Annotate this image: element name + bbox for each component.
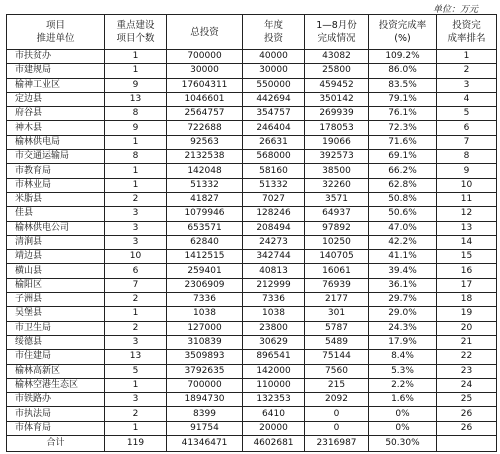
- project-count-cell: 1: [105, 164, 167, 178]
- unit-name-cell: 榆神工业区: [7, 78, 105, 92]
- table-row: [7, 307, 497, 321]
- project-count-cell: 9: [105, 121, 167, 135]
- table-row: [7, 150, 497, 164]
- header-annual-investment: 年度 投资: [243, 15, 305, 50]
- completion-cell: 38500: [305, 164, 369, 178]
- project-count-cell: 1: [105, 135, 167, 149]
- project-count-cell: 7: [105, 278, 167, 292]
- project-count-cell: 5: [105, 364, 167, 378]
- annual-investment-cell: 354757: [243, 107, 305, 121]
- unit-name-cell: 榆林空港生态区: [7, 378, 105, 392]
- completion-cell: 19066: [305, 135, 369, 149]
- table-row: [7, 207, 497, 221]
- project-count-cell: 3: [105, 221, 167, 235]
- project-count-cell: 8: [105, 107, 167, 121]
- rank-cell: 20: [437, 321, 497, 335]
- table-row: [7, 364, 497, 378]
- table-row: [7, 64, 497, 78]
- unit-name-cell: 市体育局: [7, 421, 105, 435]
- completion-rate-cell: 36.1%: [369, 278, 437, 292]
- completion-rate-cell: 24.3%: [369, 321, 437, 335]
- table-row: [7, 250, 497, 264]
- completion-cell: 76939: [305, 278, 369, 292]
- total-investment-cell: 8399: [167, 407, 243, 421]
- rank-cell: 25: [437, 393, 497, 407]
- rank-cell: 8: [437, 150, 497, 164]
- annual-investment-cell: 1038: [243, 307, 305, 321]
- total-investment-cell: 1038: [167, 307, 243, 321]
- annual-investment-cell: 26631: [243, 135, 305, 149]
- project-count-cell: 1: [105, 307, 167, 321]
- annual-investment-cell: 24273: [243, 235, 305, 249]
- unit-name-cell: 榆阳区: [7, 278, 105, 292]
- annual-investment-cell: 6410: [243, 407, 305, 421]
- project-count-cell: 2: [105, 293, 167, 307]
- total-investment-cell: 2564757: [167, 107, 243, 121]
- total-investment-cell: 7336: [167, 293, 243, 307]
- unit-name-cell: 榆林供电公司: [7, 221, 105, 235]
- unit-name-cell: 横山县: [7, 264, 105, 278]
- project-count-cell: 1: [105, 178, 167, 192]
- completion-cell: 75144: [305, 350, 369, 364]
- completion-cell: 10250: [305, 235, 369, 249]
- project-count-cell: 3: [105, 235, 167, 249]
- rank-cell: 17: [437, 278, 497, 292]
- total-completion-cell: 2316987: [305, 436, 369, 452]
- rank-cell: 21: [437, 335, 497, 349]
- rank-cell: 13: [437, 221, 497, 235]
- completion-rate-cell: 47.0%: [369, 221, 437, 235]
- annual-investment-cell: 442694: [243, 92, 305, 106]
- unit-note: 单位：万元: [432, 5, 478, 15]
- unit-name-cell: 佳县: [7, 207, 105, 221]
- rank-cell: 2: [437, 64, 497, 78]
- completion-cell: 178053: [305, 121, 369, 135]
- project-count-cell: 6: [105, 264, 167, 278]
- unit-name-cell: 榆林高新区: [7, 364, 105, 378]
- unit-name-cell: 市住建局: [7, 350, 105, 364]
- header-total-investment: 总投资: [167, 15, 243, 50]
- unit-name-cell: 神木县: [7, 121, 105, 135]
- completion-cell: 459452: [305, 78, 369, 92]
- annual-investment-cell: 20000: [243, 421, 305, 435]
- table-row: [7, 107, 497, 121]
- completion-rate-cell: 1.6%: [369, 393, 437, 407]
- table-row: [7, 192, 497, 206]
- annual-investment-cell: 128246: [243, 207, 305, 221]
- completion-cell: 2177: [305, 293, 369, 307]
- completion-cell: 2092: [305, 393, 369, 407]
- unit-name-cell: 米脂县: [7, 192, 105, 206]
- table-row: [7, 78, 497, 92]
- annual-investment-cell: 110000: [243, 378, 305, 392]
- header-completion: 1—8月份 完成情况: [305, 15, 369, 50]
- total-total-investment-cell: 41346471: [167, 436, 243, 452]
- unit-name-cell: 市交通运输局: [7, 150, 105, 164]
- rank-cell: 26: [437, 421, 497, 435]
- completion-cell: 43082: [305, 50, 369, 64]
- total-investment-cell: 142048: [167, 164, 243, 178]
- completion-rate-cell: 29.0%: [369, 307, 437, 321]
- project-count-cell: 1: [105, 50, 167, 64]
- project-count-cell: 13: [105, 92, 167, 106]
- annual-investment-cell: 550000: [243, 78, 305, 92]
- annual-investment-cell: 51332: [243, 178, 305, 192]
- table-row: [7, 335, 497, 349]
- project-count-cell: 9: [105, 78, 167, 92]
- investment-table: [6, 14, 497, 452]
- total-row: [7, 436, 497, 452]
- rank-cell: 19: [437, 307, 497, 321]
- completion-rate-cell: 17.9%: [369, 335, 437, 349]
- total-investment-cell: 2132538: [167, 150, 243, 164]
- completion-cell: 215: [305, 378, 369, 392]
- completion-rate-cell: 0%: [369, 421, 437, 435]
- project-count-cell: 1: [105, 64, 167, 78]
- rank-cell: 15: [437, 250, 497, 264]
- unit-name-cell: 市执法局: [7, 407, 105, 421]
- completion-cell: 64937: [305, 207, 369, 221]
- table-row: [7, 293, 497, 307]
- annual-investment-cell: 568000: [243, 150, 305, 164]
- rank-cell: 5: [437, 107, 497, 121]
- total-investment-cell: 1894730: [167, 393, 243, 407]
- completion-cell: 5489: [305, 335, 369, 349]
- rank-cell: 18: [437, 293, 497, 307]
- completion-rate-cell: 69.1%: [369, 150, 437, 164]
- completion-cell: 0: [305, 421, 369, 435]
- rank-cell: 16: [437, 264, 497, 278]
- unit-name-cell: 府谷县: [7, 107, 105, 121]
- completion-rate-cell: 41.1%: [369, 250, 437, 264]
- total-investment-cell: 91754: [167, 421, 243, 435]
- unit-name-cell: 子洲县: [7, 293, 105, 307]
- annual-investment-cell: 142000: [243, 364, 305, 378]
- annual-investment-cell: 40000: [243, 50, 305, 64]
- completion-rate-cell: 76.1%: [369, 107, 437, 121]
- unit-name-cell: 市卫生局: [7, 321, 105, 335]
- table-row: [7, 164, 497, 178]
- table-row: [7, 378, 497, 392]
- table-row: [7, 421, 497, 435]
- unit-name-cell: 吴堡县: [7, 307, 105, 321]
- rank-cell: 23: [437, 364, 497, 378]
- total-unit-name-cell: 合计: [7, 436, 105, 452]
- project-count-cell: 1: [105, 378, 167, 392]
- table-row: [7, 350, 497, 364]
- rank-cell: 4: [437, 92, 497, 106]
- completion-rate-cell: 66.2%: [369, 164, 437, 178]
- table-row: [7, 178, 497, 192]
- table-row: [7, 264, 497, 278]
- total-investment-cell: 310839: [167, 335, 243, 349]
- completion-rate-cell: 50.6%: [369, 207, 437, 221]
- table-row: [7, 393, 497, 407]
- total-investment-cell: 51332: [167, 178, 243, 192]
- header-project-count: 重点建设 项目个数: [105, 15, 167, 50]
- total-investment-cell: 722688: [167, 121, 243, 135]
- annual-investment-cell: 58160: [243, 164, 305, 178]
- annual-investment-cell: 23800: [243, 321, 305, 335]
- completion-cell: 3571: [305, 192, 369, 206]
- completion-cell: 269939: [305, 107, 369, 121]
- completion-rate-cell: 2.2%: [369, 378, 437, 392]
- rank-cell: 12: [437, 207, 497, 221]
- project-count-cell: 1: [105, 421, 167, 435]
- completion-cell: 5787: [305, 321, 369, 335]
- rank-cell: 14: [437, 235, 497, 249]
- rank-cell: 26: [437, 407, 497, 421]
- rank-cell: 22: [437, 350, 497, 364]
- total-investment-cell: 2306909: [167, 278, 243, 292]
- completion-rate-cell: 50.8%: [369, 192, 437, 206]
- rank-cell: 24: [437, 378, 497, 392]
- total-investment-cell: 1412515: [167, 250, 243, 264]
- completion-rate-cell: 42.2%: [369, 235, 437, 249]
- total-investment-cell: 259401: [167, 264, 243, 278]
- completion-cell: 301: [305, 307, 369, 321]
- total-investment-cell: 17604311: [167, 78, 243, 92]
- rank-cell: 9: [437, 164, 497, 178]
- total-investment-cell: 62840: [167, 235, 243, 249]
- completion-rate-cell: 79.1%: [369, 92, 437, 106]
- total-project-count-cell: 119: [105, 436, 167, 452]
- table-row: [7, 92, 497, 106]
- project-count-cell: 13: [105, 350, 167, 364]
- total-annual-investment-cell: 4602681: [243, 436, 305, 452]
- header-rank: 投资完 成率排名: [437, 15, 497, 50]
- annual-investment-cell: 342744: [243, 250, 305, 264]
- unit-name-cell: 市林业局: [7, 178, 105, 192]
- project-count-cell: 2: [105, 192, 167, 206]
- table-row: [7, 235, 497, 249]
- total-investment-cell: 700000: [167, 50, 243, 64]
- project-count-cell: 3: [105, 335, 167, 349]
- table-row: [7, 135, 497, 149]
- total-completion-rate-cell: 50.30%: [369, 436, 437, 452]
- total-investment-cell: 3509893: [167, 350, 243, 364]
- completion-cell: 7560: [305, 364, 369, 378]
- completion-cell: 16061: [305, 264, 369, 278]
- completion-rate-cell: 72.3%: [369, 121, 437, 135]
- annual-investment-cell: 7027: [243, 192, 305, 206]
- project-count-cell: 3: [105, 393, 167, 407]
- completion-cell: 0: [305, 407, 369, 421]
- unit-name-cell: 市教育局: [7, 164, 105, 178]
- project-count-cell: 2: [105, 407, 167, 421]
- rank-cell: 3: [437, 78, 497, 92]
- completion-cell: 350142: [305, 92, 369, 106]
- table-row: [7, 278, 497, 292]
- header-completion-rate: 投资完成率 (%): [369, 15, 437, 50]
- annual-investment-cell: 132353: [243, 393, 305, 407]
- total-investment-cell: 127000: [167, 321, 243, 335]
- completion-rate-cell: 29.7%: [369, 293, 437, 307]
- total-investment-cell: 92563: [167, 135, 243, 149]
- annual-investment-cell: 212999: [243, 278, 305, 292]
- completion-cell: 25800: [305, 64, 369, 78]
- annual-investment-cell: 896541: [243, 350, 305, 364]
- table-row: [7, 50, 497, 64]
- completion-cell: 97892: [305, 221, 369, 235]
- completion-cell: 32260: [305, 178, 369, 192]
- rank-cell: 1: [437, 50, 497, 64]
- completion-rate-cell: 109.2%: [369, 50, 437, 64]
- project-count-cell: 3: [105, 207, 167, 221]
- total-investment-cell: 1079946: [167, 207, 243, 221]
- annual-investment-cell: 246404: [243, 121, 305, 135]
- completion-rate-cell: 71.6%: [369, 135, 437, 149]
- completion-rate-cell: 83.5%: [369, 78, 437, 92]
- completion-rate-cell: 8.4%: [369, 350, 437, 364]
- annual-investment-cell: 30000: [243, 64, 305, 78]
- table-row: [7, 221, 497, 235]
- total-investment-cell: 3792635: [167, 364, 243, 378]
- unit-name-cell: 榆林供电局: [7, 135, 105, 149]
- completion-cell: 392573: [305, 150, 369, 164]
- completion-rate-cell: 0%: [369, 407, 437, 421]
- unit-name-cell: 绥德县: [7, 335, 105, 349]
- total-investment-cell: 700000: [167, 378, 243, 392]
- project-count-cell: 10: [105, 250, 167, 264]
- total-rank-cell: [437, 436, 497, 452]
- unit-name-cell: 靖边县: [7, 250, 105, 264]
- rank-cell: 10: [437, 178, 497, 192]
- header-row: [7, 15, 497, 50]
- unit-name-cell: 市建规局: [7, 64, 105, 78]
- table-row: [7, 407, 497, 421]
- total-investment-cell: 30000: [167, 64, 243, 78]
- completion-rate-cell: 62.8%: [369, 178, 437, 192]
- unit-name-cell: 定边县: [7, 92, 105, 106]
- table-row: [7, 121, 497, 135]
- project-count-cell: 8: [105, 150, 167, 164]
- completion-cell: 140705: [305, 250, 369, 264]
- rank-cell: 7: [437, 135, 497, 149]
- table-row: [7, 321, 497, 335]
- rank-cell: 6: [437, 121, 497, 135]
- total-investment-cell: 653571: [167, 221, 243, 235]
- header-unit: 项目 推进单位: [7, 15, 105, 50]
- annual-investment-cell: 208494: [243, 221, 305, 235]
- total-investment-cell: 1046601: [167, 92, 243, 106]
- unit-name-cell: 市扶贫办: [7, 50, 105, 64]
- completion-rate-cell: 86.0%: [369, 64, 437, 78]
- annual-investment-cell: 7336: [243, 293, 305, 307]
- project-count-cell: 2: [105, 321, 167, 335]
- unit-name-cell: 清涧县: [7, 235, 105, 249]
- unit-name-cell: 市铁路办: [7, 393, 105, 407]
- rank-cell: 11: [437, 192, 497, 206]
- annual-investment-cell: 30629: [243, 335, 305, 349]
- completion-rate-cell: 5.3%: [369, 364, 437, 378]
- completion-rate-cell: 39.4%: [369, 264, 437, 278]
- annual-investment-cell: 40813: [243, 264, 305, 278]
- total-investment-cell: 41827: [167, 192, 243, 206]
